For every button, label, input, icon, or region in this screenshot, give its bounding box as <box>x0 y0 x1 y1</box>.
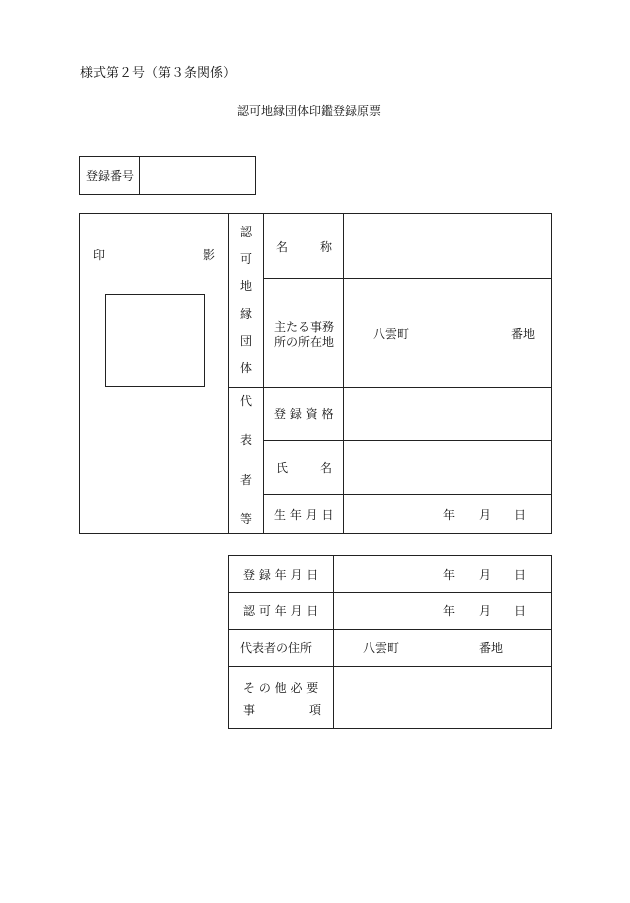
office-town: 八雲町 <box>373 327 410 341</box>
qualification-label: 登 録 資 格 <box>274 407 334 421</box>
approval-date-day: 日 <box>514 604 527 618</box>
group-name-label-2: 称 <box>320 240 333 254</box>
birthdate-day: 日 <box>514 508 527 522</box>
registration-date-year: 年 <box>443 568 456 582</box>
approval-date-year: 年 <box>443 604 456 618</box>
birthdate-label: 生 年 月 日 <box>274 508 334 522</box>
registration-date-day: 日 <box>514 568 527 582</box>
rep-address-town: 八雲町 <box>363 641 400 655</box>
representative-vertical-label: 代 表 者 等 <box>239 394 252 526</box>
office-label-line2: 所の所在地 <box>274 335 335 349</box>
group-name-field[interactable] <box>345 215 550 276</box>
registration-number-field[interactable] <box>141 158 254 193</box>
other-label-line2-a: 事 <box>243 703 256 717</box>
other-items-field[interactable] <box>335 668 550 727</box>
office-label-line1: 主たる事務 <box>274 320 335 334</box>
rep-address-suffix: 番地 <box>479 641 504 655</box>
other-label-line2-b: 項 <box>309 703 322 717</box>
form-number: 様式第２号（第３条関係） <box>80 66 237 81</box>
page-title: 認可地縁団体印鑑登録原票 <box>237 104 382 118</box>
rep-address-label: 代表者の住所 <box>240 641 313 655</box>
approval-date-label: 認 可 年 月 日 <box>243 604 319 618</box>
rep-name-label-1: 氏 <box>276 461 289 475</box>
seal-label-left: 印 <box>93 248 106 262</box>
registration-date-month: 月 <box>479 568 492 582</box>
seal-impression-box[interactable] <box>105 294 205 387</box>
group-vertical-label: 認 可 地 縁 団 体 <box>239 225 252 375</box>
group-name-label-1: 名 <box>276 240 289 254</box>
birthdate-year: 年 <box>443 508 456 522</box>
rep-name-field[interactable] <box>345 442 550 493</box>
approval-date-month: 月 <box>479 604 492 618</box>
office-suffix: 番地 <box>511 327 536 341</box>
other-label-line1: そ の 他 必 要 <box>243 681 319 695</box>
registration-date-label: 登 録 年 月 日 <box>243 568 319 582</box>
birthdate-month: 月 <box>479 508 492 522</box>
qualification-field[interactable] <box>345 389 550 439</box>
seal-label-right: 影 <box>203 248 216 262</box>
rep-name-label-2: 名 <box>320 461 333 475</box>
registration-number-label: 登録番号 <box>86 169 135 183</box>
